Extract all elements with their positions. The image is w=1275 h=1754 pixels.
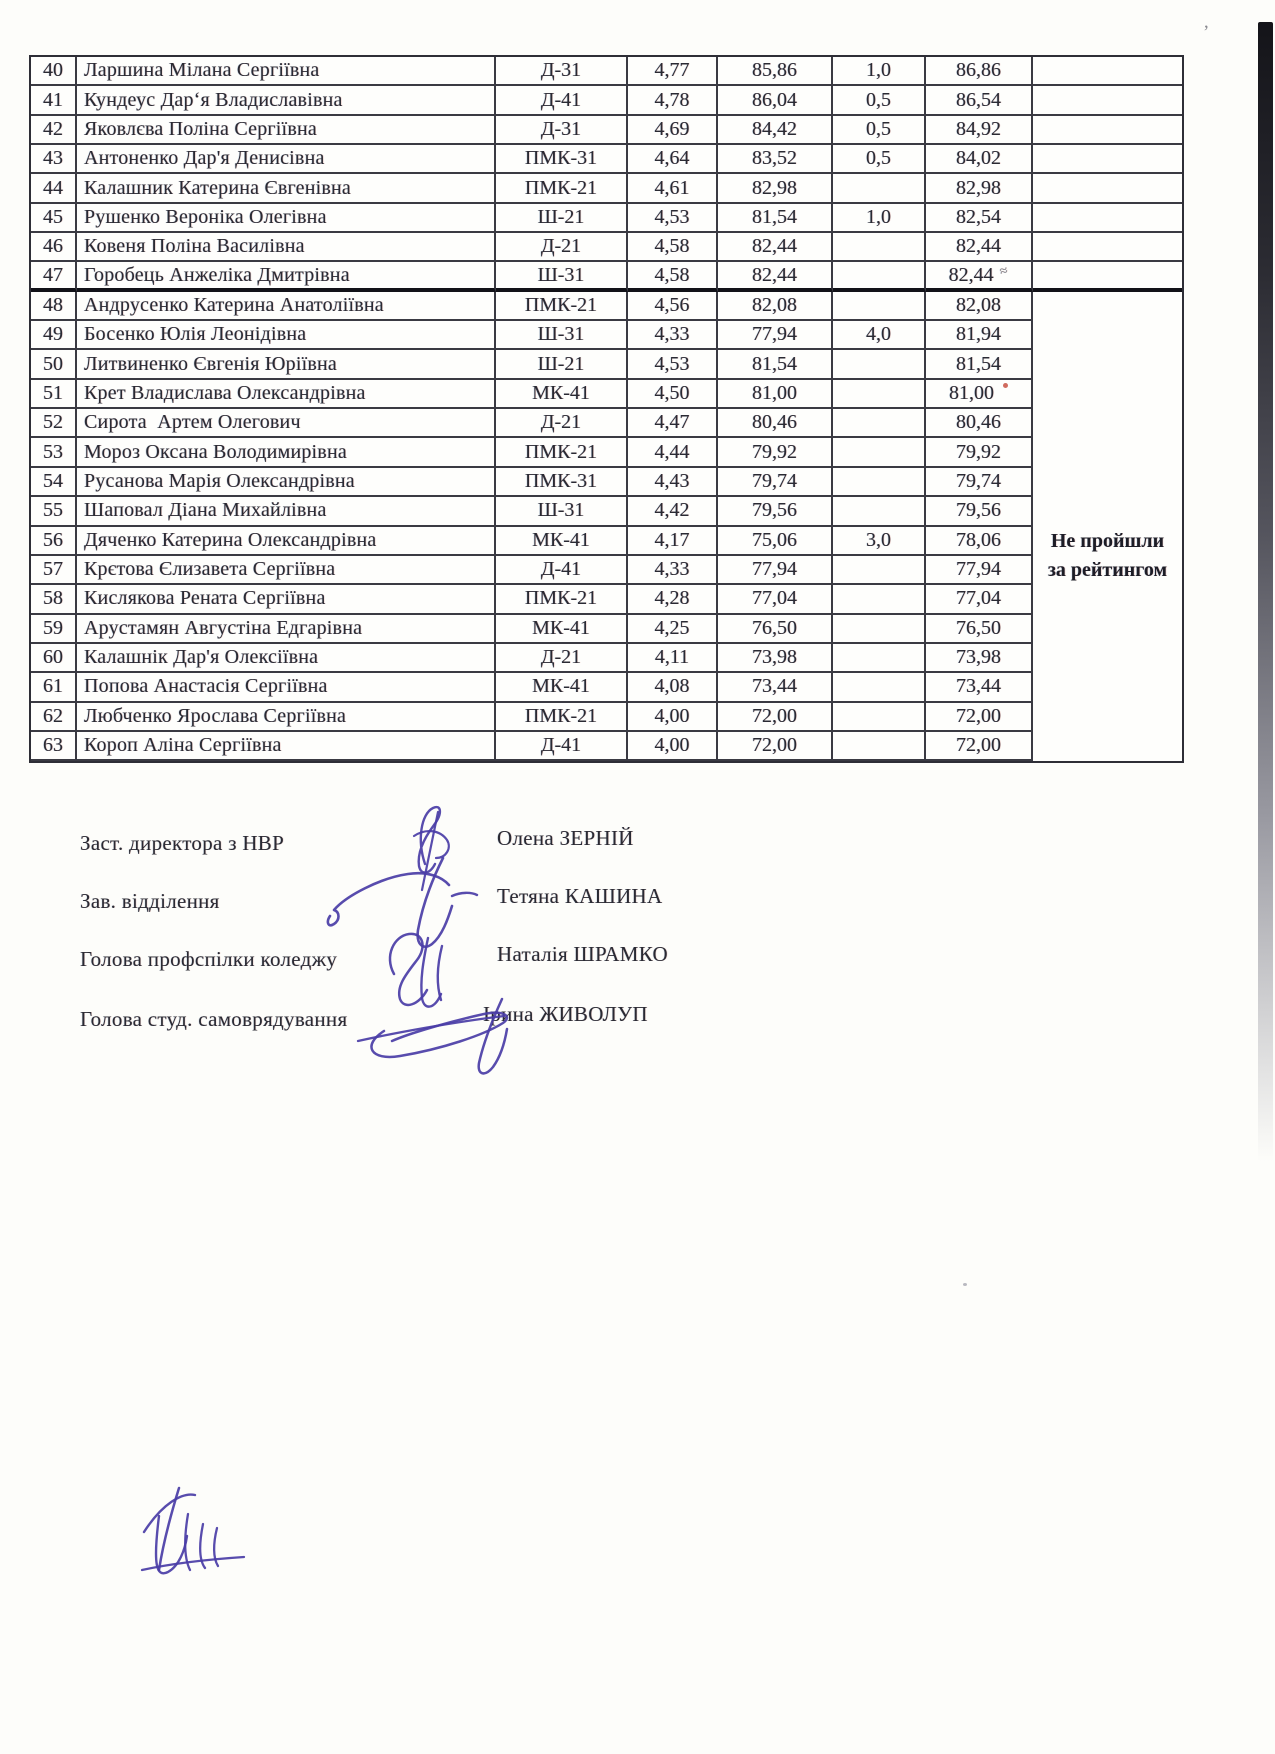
group-code: ПМК-21 (496, 174, 628, 203)
rating-score: 83,52 (718, 145, 833, 174)
signature-scribble-4 (352, 983, 527, 1075)
row-number: 60 (31, 644, 77, 673)
student-name: Крєтова Єлизавета Сергіївна (77, 556, 496, 585)
average-grade: 4,50 (628, 380, 718, 409)
average-grade: 4,69 (628, 116, 718, 145)
average-grade: 4,00 (628, 703, 718, 732)
average-grade: 4,58 (628, 262, 718, 291)
average-grade: 4,00 (628, 732, 718, 761)
average-grade: 4,43 (628, 468, 718, 497)
scan-edge-shadow (1258, 22, 1273, 1162)
student-name: Андрусенко Катерина Анатоліївна (77, 292, 496, 321)
group-code: ПМК-31 (496, 145, 628, 174)
rating-score: 86,04 (718, 86, 833, 115)
average-grade: 4,53 (628, 350, 718, 379)
rating-score: 72,00 (718, 732, 833, 761)
rating-score: 85,86 (718, 57, 833, 86)
group-code: МК-41 (496, 527, 628, 556)
row-number: 40 (31, 57, 77, 86)
rating-score: 76,50 (718, 615, 833, 644)
average-grade: 4,11 (628, 644, 718, 673)
total-score: 73,98 (926, 644, 1033, 673)
group-code: Д-21 (496, 409, 628, 438)
bonus-points (833, 732, 926, 761)
group-code: Д-31 (496, 116, 628, 145)
average-grade: 4,17 (628, 527, 718, 556)
rating-score: 84,42 (718, 116, 833, 145)
rating-score: 81,00 (718, 380, 833, 409)
status-cell-empty (1033, 174, 1182, 203)
student-ranking-table (29, 55, 1184, 763)
bonus-points (833, 380, 926, 409)
row-number: 56 (31, 527, 77, 556)
rating-score: 81,54 (718, 350, 833, 379)
student-name: Сирота Артем Олегович (77, 409, 496, 438)
average-grade: 4,25 (628, 615, 718, 644)
student-name: Антоненко Дар'я Денисівна (77, 145, 496, 174)
group-code: Ш-31 (496, 321, 628, 350)
student-name: Мороз Оксана Володимирівна (77, 438, 496, 467)
group-code: МК-41 (496, 380, 628, 409)
row-number: 58 (31, 585, 77, 614)
bonus-points (833, 262, 926, 291)
bonus-points: 0,5 (833, 116, 926, 145)
bonus-points (833, 644, 926, 673)
group-code: Ш-21 (496, 350, 628, 379)
row-number: 55 (31, 497, 77, 526)
row-number: 61 (31, 673, 77, 702)
student-name: Любченко Ярослава Сергіївна (77, 703, 496, 732)
average-grade: 4,33 (628, 556, 718, 585)
rating-score: 82,44 (718, 262, 833, 291)
total-score: 77,04 (926, 585, 1033, 614)
total-score: 76,50 (926, 615, 1033, 644)
bonus-points (833, 233, 926, 262)
signature-title: Голова студ. самоврядування (80, 1007, 348, 1031)
signature-scribble-1 (388, 800, 463, 895)
rating-score: 79,92 (718, 438, 833, 467)
group-code: Д-31 (496, 57, 628, 86)
average-grade: 4,61 (628, 174, 718, 203)
rating-score: 82,08 (718, 292, 833, 321)
status-cell-empty (1033, 57, 1182, 86)
group-code: Д-21 (496, 644, 628, 673)
total-score: 81,94 (926, 321, 1033, 350)
student-name: Ларшина Мілана Сергіївна (77, 57, 496, 86)
scan-mark: ≈ (997, 262, 1010, 280)
status-cell-empty (1033, 233, 1182, 262)
total-score: 82,08 (926, 292, 1033, 321)
group-code: Д-41 (496, 556, 628, 585)
average-grade: 4,28 (628, 585, 718, 614)
total-score: 81,00 (926, 380, 1033, 409)
rating-score: 77,04 (718, 585, 833, 614)
bonus-points: 0,5 (833, 145, 926, 174)
total-score: 79,92 (926, 438, 1033, 467)
group-code: Ш-21 (496, 204, 628, 233)
row-number: 63 (31, 732, 77, 761)
bonus-points: 1,0 (833, 57, 926, 86)
total-score: 81,54 (926, 350, 1033, 379)
row-number: 45 (31, 204, 77, 233)
bonus-points (833, 409, 926, 438)
rating-score: 82,44 (718, 233, 833, 262)
row-number: 50 (31, 350, 77, 379)
row-number: 46 (31, 233, 77, 262)
scan-artifact-tick: ’ (1203, 22, 1210, 43)
student-name: Арустамян Августіна Едгарівна (77, 615, 496, 644)
signature-scribble-3 (374, 918, 479, 1018)
group-code: ПМК-31 (496, 468, 628, 497)
rating-score: 79,74 (718, 468, 833, 497)
row-number: 54 (31, 468, 77, 497)
row-number: 59 (31, 615, 77, 644)
rating-score: 73,98 (718, 644, 833, 673)
student-name: Рушенко Вероніка Олегівна (77, 204, 496, 233)
row-number: 51 (31, 380, 77, 409)
status-cell-empty (1033, 262, 1182, 291)
total-score: 72,00 (926, 732, 1033, 761)
student-name: Короп Аліна Сергіївна (77, 732, 496, 761)
row-number: 48 (31, 292, 77, 321)
rating-score: 79,56 (718, 497, 833, 526)
group-code: Д-21 (496, 233, 628, 262)
student-name: Калашник Катерина Євгенівна (77, 174, 496, 203)
student-name: Крет Владислава Олександрівна (77, 380, 496, 409)
student-name: Кислякова Рената Сергіївна (77, 585, 496, 614)
signature-title: Зав. відділення (80, 889, 220, 913)
average-grade: 4,42 (628, 497, 718, 526)
status-cell-empty (1033, 116, 1182, 145)
total-score: 82,44 ≈ (926, 262, 1033, 291)
bonus-points (833, 556, 926, 585)
total-score: 84,92 (926, 116, 1033, 145)
student-name: Шаповал Діана Михайлівна (77, 497, 496, 526)
average-grade: 4,78 (628, 86, 718, 115)
student-name: Дяченко Катерина Олександрівна (77, 527, 496, 556)
status-merged-cell: Не пройшли за рейтингом (1047, 529, 1168, 581)
group-code: ПМК-21 (496, 585, 628, 614)
total-score: 86,54 (926, 86, 1033, 115)
average-grade: 4,77 (628, 57, 718, 86)
signatory-name: Тетяна КАШИНА (497, 884, 663, 908)
bonus-points (833, 438, 926, 467)
row-number: 47 (31, 262, 77, 291)
total-score: 72,00 (926, 703, 1033, 732)
scan-artifact-speck (963, 1283, 967, 1286)
bonus-points: 4,0 (833, 321, 926, 350)
average-grade: 4,56 (628, 292, 718, 321)
row-number: 52 (31, 409, 77, 438)
group-code: Д-41 (496, 732, 628, 761)
row-number: 62 (31, 703, 77, 732)
bonus-points (833, 174, 926, 203)
average-grade: 4,08 (628, 673, 718, 702)
total-score: 84,02 (926, 145, 1033, 174)
signature-title: Голова профспілки коледжу (80, 947, 338, 971)
student-name: Русанова Марія Олександрівна (77, 468, 496, 497)
group-code: Ш-31 (496, 262, 628, 291)
average-grade: 4,53 (628, 204, 718, 233)
student-name: Горобець Анжеліка Дмитрівна (77, 262, 496, 291)
group-code: Ш-31 (496, 497, 628, 526)
rating-score: 72,00 (718, 703, 833, 732)
rating-score: 80,46 (718, 409, 833, 438)
total-score: 82,44 (926, 233, 1033, 262)
bonus-points: 1,0 (833, 204, 926, 233)
row-number: 53 (31, 438, 77, 467)
average-grade: 4,44 (628, 438, 718, 467)
total-score: 82,54 (926, 204, 1033, 233)
group-code: МК-41 (496, 615, 628, 644)
student-name: Литвиненко Євгенія Юріївна (77, 350, 496, 379)
signatory-name: Олена ЗЕРНІЙ (497, 826, 634, 850)
bonus-points (833, 292, 926, 321)
group-code: ПМК-21 (496, 292, 628, 321)
row-number: 49 (31, 321, 77, 350)
rating-score: 73,44 (718, 673, 833, 702)
signatory-name: Наталія ШРАМКО (497, 942, 668, 966)
total-score: 86,86 (926, 57, 1033, 86)
bonus-points (833, 350, 926, 379)
row-number: 57 (31, 556, 77, 585)
bonus-points (833, 703, 926, 732)
group-code: МК-41 (496, 673, 628, 702)
bonus-points (833, 673, 926, 702)
student-name: Попова Анастасія Сергіївна (77, 673, 496, 702)
row-number: 42 (31, 116, 77, 145)
group-code: Д-41 (496, 86, 628, 115)
student-name: Кундеус Дар‘я Владиславівна (77, 86, 496, 115)
total-score: 80,46 (926, 409, 1033, 438)
rating-score: 75,06 (718, 527, 833, 556)
bonus-points: 3,0 (833, 527, 926, 556)
bonus-points (833, 615, 926, 644)
bonus-points (833, 468, 926, 497)
average-grade: 4,47 (628, 409, 718, 438)
total-score: 78,06 (926, 527, 1033, 556)
student-name: Яковлєва Поліна Сергіївна (77, 116, 496, 145)
total-score: 77,94 (926, 556, 1033, 585)
row-number: 41 (31, 86, 77, 115)
average-grade: 4,58 (628, 233, 718, 262)
bonus-points (833, 497, 926, 526)
signatory-name: Ірина ЖИВОЛУП (483, 1002, 648, 1026)
student-name: Калашнік Дар'я Олексіївна (77, 644, 496, 673)
rating-score: 77,94 (718, 556, 833, 585)
status-cell-empty (1033, 145, 1182, 174)
signature-title: Заст. директора з НВР (80, 831, 285, 855)
bonus-points: 0,5 (833, 86, 926, 115)
rating-score: 82,98 (718, 174, 833, 203)
total-score: 73,44 (926, 673, 1033, 702)
rating-score: 77,94 (718, 321, 833, 350)
total-score: 82,98 (926, 174, 1033, 203)
signature-scribble-5 (122, 1472, 252, 1587)
total-score: 79,56 (926, 497, 1033, 526)
student-name: Босенко Юлія Леонідівна (77, 321, 496, 350)
group-code: ПМК-21 (496, 438, 628, 467)
rating-score: 81,54 (718, 204, 833, 233)
average-grade: 4,33 (628, 321, 718, 350)
student-name: Ковеня Поліна Василівна (77, 233, 496, 262)
group-code: ПМК-21 (496, 703, 628, 732)
scan-mark (1003, 383, 1008, 388)
status-cell-empty (1033, 86, 1182, 115)
row-number: 44 (31, 174, 77, 203)
status-cell-empty (1033, 204, 1182, 233)
total-score: 79,74 (926, 468, 1033, 497)
row-number: 43 (31, 145, 77, 174)
bonus-points (833, 585, 926, 614)
signature-scribble-2 (322, 852, 482, 957)
average-grade: 4,64 (628, 145, 718, 174)
